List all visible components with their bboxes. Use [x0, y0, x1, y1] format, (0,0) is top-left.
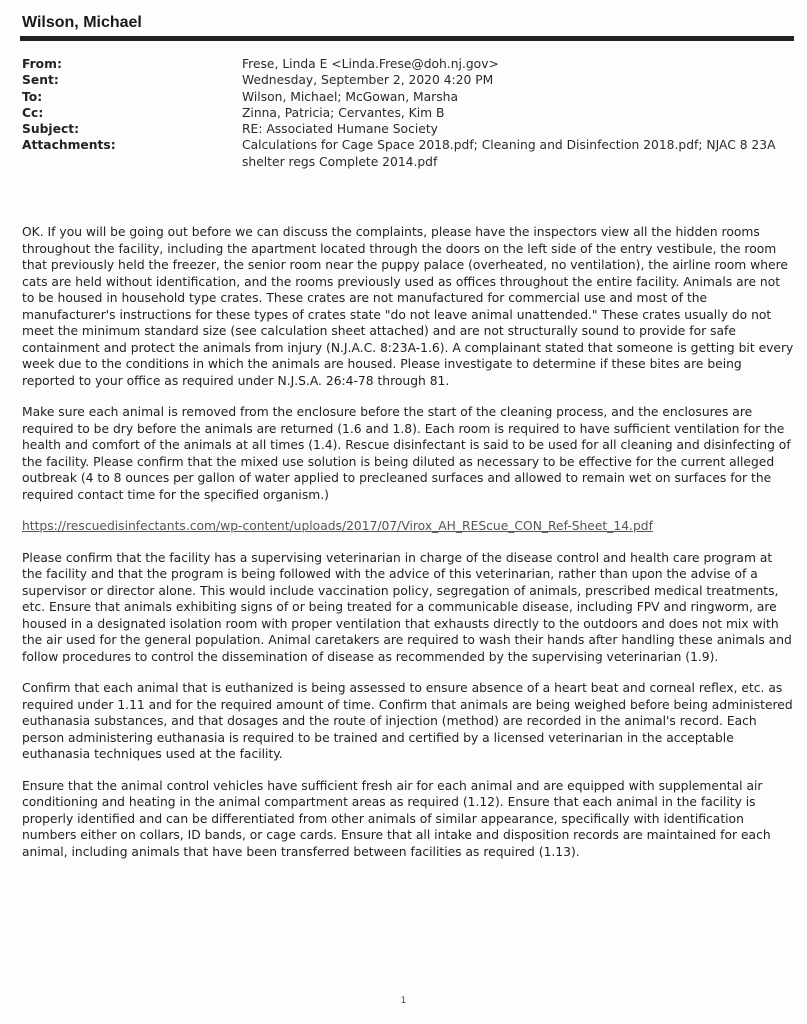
disinfectant-reference-link[interactable]: https://rescuedisinfectants.com/wp-content/uploads/2017/07/Virox_AH_REScue_CON_Ref-Sheet_14.pdf — [22, 519, 653, 533]
page-number: 1 — [400, 996, 407, 1006]
subject-value: RE: Associated Humane Society — [242, 122, 438, 137]
header-row-attachments — [22, 137, 792, 170]
email-header-block — [22, 56, 792, 170]
to-value: Wilson, Michael; McGowan, Marsha — [242, 89, 458, 104]
body-paragraph-cleaning: Make sure each animal is removed from the enclosure before the start of the cleaning process, and the enclosures are required to be dry before the animals are returned (1.6 and 1.8). Each room is required to have sufficient ventilation for the health and comfort of the animals at all times (1.4). Rescue disinfectant is said to be used for all cleaning and disinfecting of the facility. Please confirm that the mixed use solution is being diluted as necessary to be effective for the current alleged outbreak (4 to 8 ounces per gallon of water applied to precleaned surfaces and allowed to remain wet on surfaces for the required contact time for the specified organism.) — [22, 405, 791, 502]
from-label: From: — [22, 57, 62, 71]
body-paragraph-inspection: OK. If you will be going out before we can discuss the complaints, please have the inspectors view all the hidden rooms throughout the facility, including the apartment located through the doors on the left side of the entry vestibule, the room that previously held the freezer, the senior room near the puppy palace (overheated, no ventilation), the airline room where cats are held without identification, and the rooms previously used as offices throughout the entire facility. Animals are not to be housed in household type crates. These crates are not manufactured for commercial use and most of the manufacturer's instructions for these types of crates state "do not leave animal unattended." These crates usually do not meet the minimum standard size (see calculation sheet attached) and are not structurally sound to provide for safe containment and protect the animals from injury (N.J.A.C. 8:23A-1.6). A complainant stated that someone is getting bit every week due to the conditions in which the animals are housed. Please investigate to determine if these bites are being reported to your office as required under N.J.S.A. 26:4-78 through 81. — [22, 225, 794, 388]
from-value: Frese, Linda E <Linda.Frese@doh.nj.gov> — [242, 57, 499, 71]
cc-label: Cc: — [22, 105, 44, 120]
subject-label: Subject: — [22, 122, 80, 137]
body-paragraph-vehicles: Ensure that the animal control vehicles have sufficient fresh air for each animal and are equipped with supplemental air conditioning and heating in the animal compartment areas as required (1.12). Ensure that each animal in the facility is properly identified and can be differentiated from other animals of similar appearance, specifically with identification numbers either on collars, ID bands, or cage cards. Ensure that all intake and disposition records are maintained for each animal, including animals that have been transferred between facilities as required (1.13). — [22, 778, 771, 859]
attachments-value[interactable]: Calculations for Cage Space 2018.pdf; Cleaning and Disinfection 2018.pdf; NJAC 8 23A shelter regs Complete 2014.pdf — [242, 138, 776, 169]
body-link-paragraph — [22, 518, 794, 535]
cc-value: Zinna, Patricia; Cervantes, Kim B — [242, 105, 445, 120]
to-label: To: — [22, 89, 43, 104]
sent-label: Sent: — [22, 73, 59, 88]
header-row-subject — [22, 121, 792, 137]
attachments-label: Attachments: — [22, 138, 116, 153]
header-row-to — [22, 89, 792, 105]
header-row-sent — [22, 72, 792, 88]
header-divider — [20, 36, 794, 41]
header-row-from — [22, 56, 792, 72]
body-paragraph-veterinarian: Please confirm that the facility has a supervising veterinarian in charge of the disease control and health care program at the facility and that the program is being followed with the advice of this veterinarian, rather than upon the advise of a supervisor or director alone. This would include vaccination policy, segregation of animals, prescribed medical treatments, etc. Ensure that animals exhibiting signs of or being treated for a communicable disease, including FPV and ringworm, are housed in a designated isolation room with proper ventilation that exhausts directly to the outdoors and does not mix with the air used for the general population. Animal caretakers are required to wash their hands after handling these animals and follow procedures to control the dissemination of disease as recommended by the supervising veterinarian (1.9). — [22, 550, 792, 664]
mailbox-owner-name: Wilson, Michael — [22, 14, 142, 31]
sent-value: Wednesday, September 2, 2020 4:20 PM — [242, 73, 494, 88]
email-body — [22, 224, 794, 875]
header-row-cc — [22, 105, 792, 121]
body-paragraph-euthanasia: Confirm that each animal that is euthanized is being assessed to ensure absence of a heart beat and corneal reflex, etc. as required under 1.11 and for the required amount of time. Confirm that animals are being weighed before being administered euthanasia substances, and that dosages and the route of injection (method) are recorded in the animal's record. Each person administering euthanasia is required to be trained and certified by a licensed veterinarian in the acceptable euthanasia techniques used at the facility. — [22, 681, 793, 761]
